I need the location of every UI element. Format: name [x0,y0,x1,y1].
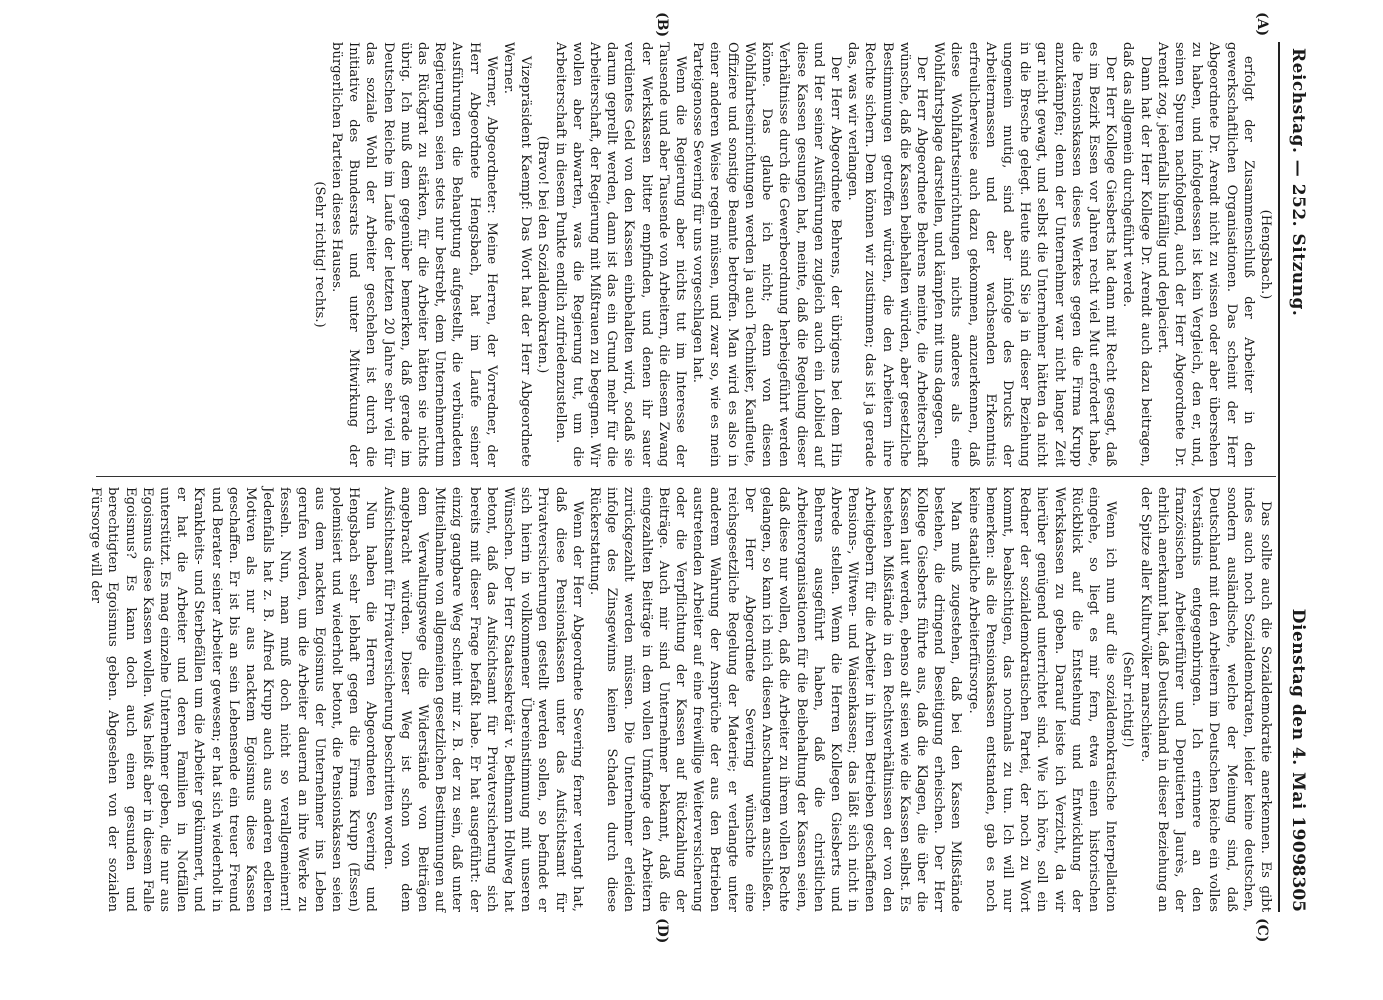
header-left: Reichstag. — 252. Sitzung. [1288,48,1308,317]
paragraph: Der Herr Abgeordnete Behrens meinte, die Arbeiterschaft wünsche, daß die Kassen beibehalten würden, aber gesetzliche Bestimmungen getroffen würden, die den Arbeitern ihre Rechte sichern. Dem können wir zustimmen; das ist ja gerade das, was wir verlangen. [845,42,929,467]
column-divider [96,476,1276,477]
margin-marker-a: (A) [1254,12,1270,37]
paragraph: Das sollte auch die Sozialdemokratie anerkennen. Es gibt indes auch noch Sozialdemokraten, leider keine deutschen, sondern ausländische, welche der Meinung sind, daß Deutschland mit den Arbeitern im Deutschen Reiche ein volles Verständnis entgegenbringen. Ich erinnere an den französischen Arbeiterführer und Deputierten Jaurès, der ehrlich anerkannt hat, daß Deutschland in dieser Beziehung an der Spitze aller Kulturvölker marschiere. [1137,487,1273,912]
paragraph: Nun haben die Herren Abgeordneten Severing und Hengsbach sehr lebhaft gegen die Firma Krupp (Essen) polemisiert und wiederholt betont, die Pensionskassen seien aus dem nackten Egoismus der Unternehmer ins Leben gerufen worden, um die Arbeiter dauernd an ihre Werke zu fesseln. Nun, man muß doch nicht so verallgemeinern! Jedenfalls hat z. B. Alfred Krupp auch aus anderen edleren Motiven als nur aus nacktem Egoismus diese Kassen geschaffen. Er ist bis an sein Lebensende ein treuer Freund und Berater seiner Arbeiter gewesen; er hat sich wiederholt in Krankheits- und Sterbefällen um die Arbeiter gekümmert, und er hat die Arbeiter und deren Familien in Notfällen unterstützt. Es mag einzelne Unternehmer geben, die nur aus Egoismus diese Kassen wollen. Was heißt aber in diesem Falle Egoismus? Es kann doch auch einen gesunden und berechtigten Egoismus geben. Abgesehen von der sozialen Fürsorge will der [88,487,379,912]
paragraph: Werner, Abgeordneter: Meine Herren, der Vorredner, der Herr Abgeordnete Hengsbach, hat im Laufe seiner Ausführungen die Behauptung aufgestellt, die verbündeten Regierungen seien stets nur bestrebt, dem Unternehmertum das Rückgrat zu stärken, für die Arbeiter hätten sie nichts übrig. Ich muß dem gegenüber bemerken, daß gerade im Deutschen Reiche im Laufe der letzten 20 Jahre sehr viel für das soziale Wohl der Arbeiter geschehen ist durch die Initiative des Bundesrats und unter Mitwirkung der bürgerlichen Parteien dieses Hauses. [329,42,499,467]
right-column [90,487,1274,912]
paragraph: Wenn die Regierung aber nichts tut im Interesse der Tausende und aber Tausende von Arbeitern, die diesem Zwang der Werkskassen bitter empfinden, und denen ihr sauer verdientes Geld von den Kassen einbehalten wird, sodaß sie darum geprellt werden, dann ist das ein Grund mehr für die Arbeiterschaft, der Regierung mit Mißtrauen zu begegnen. Wir wollen aber abwarten, was die Regierung tut, um die Arbeiterschaft in diesem Punkte endlich zufriedenzustellen. [552,42,689,467]
paragraph: Wenn der Herr Abgeordnete Severing ferner verlangt hat, daß diese Pensionskassen unter das Aufsichtsamt für Privatversicherungen gestellt werden sollen, so befindet er sich hierin in vollkommener Übereinstimmung mit unseren Wünschen. Der Herr Staatssekretär v. Bethmann Hollweg hat betont, daß das Aufsichtsamt für Privatversicherung sich bereits mit dieser Frage befaßt habe. Er hat ausgeführt: der einzig gangbare Weg scheint mir z. B. der zu sein, daß unter Mitteilnahme von allgemeinen gesetzlichen Bestimmungen auf dem Verwaltungswege die Widerstände von Beiträgen angebracht würden. Dieser Weg ist schon von dem Aufsichtsamt für Privatversicherung beschritten worden. [380,487,585,912]
margin-marker-d: (D) [654,918,670,944]
margin-marker-c: (C) [1254,918,1270,943]
paragraph: Man muß zugestehen, daß bei den Kassen Mißstände bestehen, die dringend Beseitigung erheischen. Der Herr Kollege Giesberts führte aus, daß die Klagen, die über die Kassen laut werden, ebenso alt seien wie die Kassen selbst. Es bestehen Mißstände in den Rechtsverhältnissen der von den Arbeitgebern für die Arbeiter in ihren Betrieben geschaffenen Pensions-, Witwen- und Waisenkassen; das läßt sich nicht in Abrede stellen. Wenn die Herren Kollegen Giesberts und Behrens ausgeführt haben, daß die christlichen Arbeiterorganisationen für die Beibehaltung der Kassen seien, daß diese nur wollen, daß die Arbeiter zu ihrem vollen Rechte gelangen, so kann ich mich diesen Anschauungen anschließen. Der Herr Abgeordnete Severing wünschte eine reichsgesetzliche Regelung der Materie; er verlangte unter anderem Wahrung der Ansprüche der aus den Betrieben austretenden Arbeiter auf eine freiwillige Weiterversicherung oder die Verpflichtung der Kassen auf Rückzahlung der Beiträge. Auch mir sind Unternehmer bekannt, daß die eingezahlten Beiträge in dem vollen Umfange den Arbeitern zurückgezahlt werden müssen. Die Unternehmer erleiden infolge des Zinsgewinns keinen Schaden durch diese Rückerstattung. [587,487,964,912]
paragraph: erfolgt der Zusammenschluß der Arbeiter in den gewerkschaftlichen Organisationen. Das scheint der Herr Abgeordnete Dr. Arendt nicht zu wissen oder aber übersehen zu haben, und infolgedessen ist kein Vergleich, den er, und, seinen Spuren nachfolgend, auch der Herr Abgeordnete Dr. Arendt zog, jedenfalls hinfällig und deplaciert. [1154,42,1256,467]
header-date: Dienstag den 4. Mai 1909. [1288,608,1308,872]
margin-marker-b: (B) [654,12,670,38]
page-number: 8305 [1288,864,1308,912]
paragraph: Vizepräsident Kaempf: Das Wort hat der Herr Abgeordnete Werner. [501,42,534,467]
paragraph: (Sehr richtig!) [1120,651,1136,748]
paragraph: Wenn ich nun auf die sozialdemokratische Interpellation eingehe, so liegt es mir fern, etwa einen historischen Rückblick auf die Entstehung und Entwicklung der Werkskassen zu geben. Darauf leiste ich Verzicht, da wir hierüber genügend unterrichtet sind. Wie ich höre, soll ein Redner der sozialdemokratischen Partei, der noch zu Wort kommt, beabsichtigen, das nochmals zu tun. Ich will nur bemerken: als die Pensionskassen entstanden, gab es noch keine staatliche Arbeiterfürsorge. [965,487,1119,912]
header-rule [1278,42,1280,912]
paragraph: (Sehr richtig! rechts.) [311,181,327,328]
paragraph: (Hengsbach.) [1258,209,1273,300]
paragraph: (Bravo! bei den Sozialdemokraten.) [535,135,551,374]
rotated-page [88,12,1310,944]
paragraph: Der Herr Kollege Giesberts hat dann mit Recht gesagt, daß es im Bezirk Essen vor Jahren recht viel Mut erfordert habe, die Pensionskassen dieses Werkes gegen die Firma Krupp anzukämpfen; denn der Unternehmer war nicht langer Zeit gar nicht gewagt, und selbst die Unternehmer hätten da nicht in die Bresche gelegt. Heute sind Sie ja in dieser Beziehung ungemein mutig, sind aber infolge des Drucks der Arbeitermassen und der wachsenden Erkenntnis erfreulicherweise auch dazu gekommen, anzuerkennen, daß diese Wohlfahrtseinrichtungen nichts anderes als eine Wohlfahrtsplage darstellen, und kämpfen mit uns dagegen. [931,42,1119,467]
paragraph: Der Herr Abgeordnete Behrens, der übrigens bei dem Hin und Her seiner Ausführungen zugleich auch ein Loblied auf diese Kassen gesungen hat, meinte, daß die Regelung dieser Verhältnisse durch die Gewerbeordnung herbeigeführt werden könne. Das glaube ich nicht; denn von diesen Wohlfahrtseinrichtungen werden ja auch Techniker, Kaufleute, Offiziere und sonstige Beamte betroffen. Man wird es also in einer anderen Weise regeln müssen, und zwar so, wie es mein Parteigenosse Severing für uns vorgeschlagen hat. [690,42,843,467]
paragraph: Dann hat der Herr Kollege Dr. Arendt auch dazu beitragen, daß das allgemein durchgeführt werde. [1120,42,1153,467]
left-column [90,42,1274,467]
page-header [1284,42,1310,912]
